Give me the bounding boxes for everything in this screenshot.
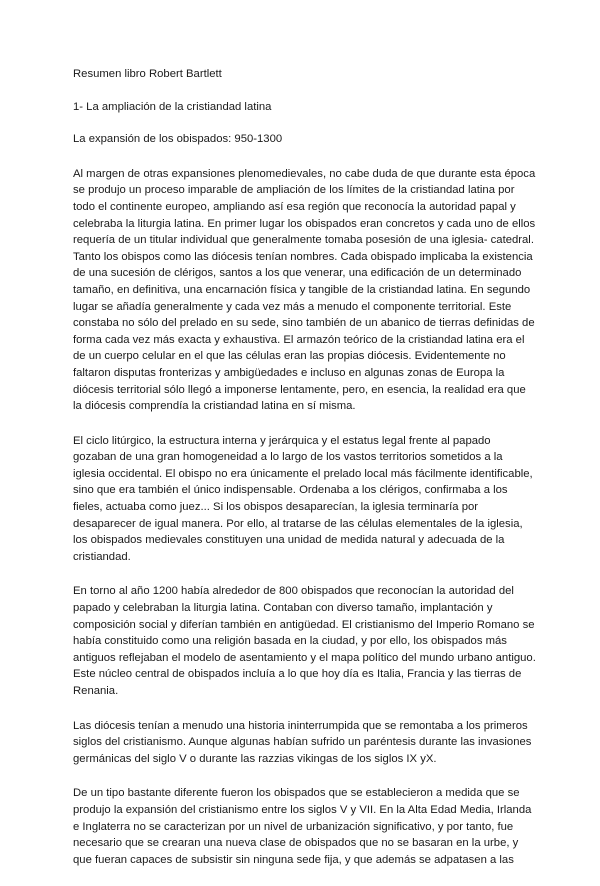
text-line: De un tipo bastante diferente fueron los obispados que se establecieron a medida que se <box>73 787 520 800</box>
text-line: requería de un titular individual que generalmente tomaba posesión de una iglesia- catedral. <box>73 234 534 247</box>
paragraph-3 <box>73 583 535 699</box>
text-line: composición social y diferían también en antigüedad. El cristianismo del Imperio Romano se <box>73 618 535 631</box>
text-line: faltaron disputas fronterizas y ambigüedades e incluso en algunas zonas de Europa la <box>73 366 505 379</box>
text-line: Al margen de otras expansiones plenomedievales, no cabe duda de que durante esta época <box>73 167 536 180</box>
section-heading: La expansión de los obispados: 950-1300 <box>73 133 283 146</box>
document-title: Resumen libro Robert Bartlett <box>73 68 222 80</box>
text-line: e Inglaterra no se caracterizan por un nivel de urbanización significativo, y por tanto, fue <box>73 820 514 833</box>
text-line: En torno al año 1200 había alrededor de 800 obispados que reconocían la autoridad del <box>73 585 514 598</box>
paragraph-5 <box>73 785 535 868</box>
chapter-heading: 1- La ampliación de la cristiandad latina <box>73 100 272 113</box>
text-line: gozaban de una gran homogeneidad a lo largo de los vastos territorios sometidos a la <box>73 451 503 464</box>
text-line: El ciclo litúrgico, la estructura interna y jerárquica y el estatus legal frente al papado <box>73 434 491 447</box>
text-line: antiguos reflejaban el modelo de asentamiento y el mapa político del mundo urbano antiguo. <box>73 651 536 664</box>
text-line: tamaño, en definitiva, una encarnación física y tangible de la cristiandad latina. En segundo <box>73 283 531 296</box>
text-line: todo el continente europeo, ampliando así esa región que reconocía la autoridad papal y <box>73 200 516 213</box>
text-line: germánicas del siglo V o durante las razzias vikingas de los siglos IX yX. <box>73 752 437 765</box>
text-line: produjo la expansión del cristianismo entre los siglos V y VII. En la Alta Edad Media, Irlanda <box>73 803 532 816</box>
text-line: desaparecer de igual manera. Por ello, al tratarse de las células elementales de la iglesia, <box>73 517 523 530</box>
text-line: de una sucesión de clérigos, santos a los que venerar, una edificación de un determinado <box>73 267 522 280</box>
text-line: había constituido como una religión basada en la ciudad, y por ello, los obispados más <box>73 635 507 648</box>
text-line: fieles, actuaba como juez... Si los obispos desaparecían, la iglesia terminaría por <box>73 501 479 514</box>
text-line: de un cuerpo celular en el que las células eran las propias diócesis. Evidentemente no <box>73 350 506 363</box>
text-line: cristiandad. <box>73 550 131 563</box>
text-line: necesario que se crearan una nueva clase de obispados que no se basaran en la urbe, y <box>73 837 519 850</box>
paragraph-4 <box>73 718 535 768</box>
text-line: constaba no sólo del prelado en su sede, sino también de un abanico de tierras definidas de <box>73 317 535 330</box>
text-line: diócesis territorial sólo llegó a imponerse lentamente, pero, en esencia, la realidad era que <box>73 383 526 396</box>
text-line: papado y celebraban la liturgia latina. Contaban con diverso tamaño, implantación y <box>73 602 493 615</box>
text-line: sino que era también el único indispensable. Ordenaba a los clérigos, confirmaba a los <box>73 484 508 497</box>
text-line: Renania. <box>73 685 119 697</box>
text-line: iglesia occidental. El obispo no era únicamente el prelado local más fácilmente identificable, <box>73 467 533 480</box>
document-page <box>73 66 535 886</box>
text-line: forma cada vez más exacta y exhaustiva. El armazón teórico de la cristiandad latina era el <box>73 333 525 346</box>
text-line: siglos del cristianismo. Aunque algunas habían sufrido un paréntesis durante las invasiones <box>73 736 532 749</box>
text-line: Este núcleo central de obispados incluía a lo que hoy día es Italia, Francia y las tierras de <box>73 668 522 681</box>
text-line: la diócesis comprendía la cristiandad latina en sí misma. <box>73 400 356 413</box>
text-line: Las diócesis tenían a menudo una historia ininterrumpida que se remontaba a los primeros <box>73 719 528 732</box>
text-line: celebraba la liturgia latina. En primer lugar los obispados eran concretos y cada uno de ellos <box>73 217 536 230</box>
text-line: que fueran capaces de subsistir sin ninguna sede fija, y que además se adpatasen a las <box>73 853 514 866</box>
text-line: los obispados medievales constituyen una unidad de medida natural y adecuada de la <box>73 534 505 547</box>
text-line: se produjo un proceso imparable de ampliación de los límites de la cristiandad latina por <box>73 184 515 197</box>
paragraph-2 <box>73 433 535 566</box>
text-line: Tanto los obispos como las diócesis tenían nombres. Cada obispado implicaba la existencia <box>73 250 533 263</box>
paragraph-1 <box>73 166 535 415</box>
text-line: lugar se añadía generalmente y cada vez más a menudo el componente territorial. Este <box>73 300 512 313</box>
